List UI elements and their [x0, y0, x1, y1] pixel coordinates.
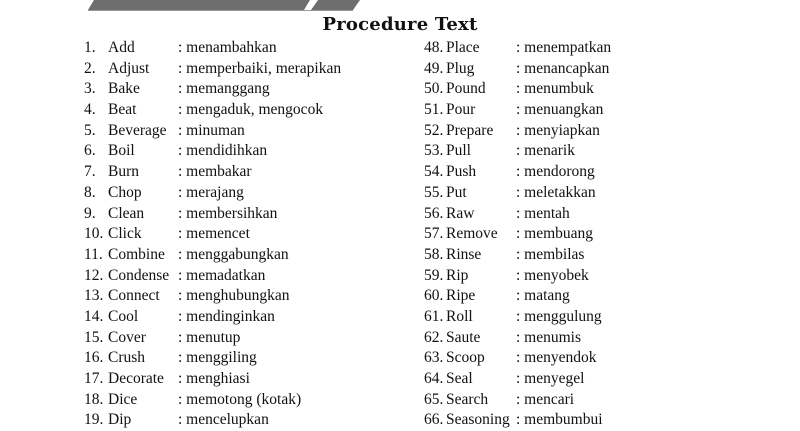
entry-number: 15.: [84, 328, 104, 346]
entry-meaning: : mencari: [516, 390, 575, 408]
entry-word: Boil: [108, 142, 135, 160]
entry-meaning: : menambahkan: [178, 39, 277, 56]
entry-meaning: : menggabungkan: [178, 245, 289, 263]
entry-word: Seasoning: [446, 411, 510, 429]
entry-meaning: : memanggang: [178, 80, 270, 98]
entry-number: 50.: [424, 80, 444, 98]
entry-word: Beat: [108, 101, 137, 119]
entry-word: Dip: [108, 411, 132, 429]
entry-number: 14.: [84, 307, 104, 325]
entry-number: 66.: [424, 411, 444, 429]
entry-meaning: : matang: [516, 287, 570, 305]
entry-meaning: : minuman: [178, 121, 245, 139]
entry-word: Remove: [446, 225, 498, 243]
entry-number: 3.: [84, 80, 96, 98]
entry-word: Add: [108, 39, 135, 56]
entry-meaning: : membumbui: [516, 411, 603, 429]
entry-meaning: : menarik: [516, 142, 575, 160]
entry-word: Plug: [446, 59, 475, 77]
entry-word: Rinse: [446, 245, 482, 263]
entry-number: 4.: [84, 101, 96, 119]
entry-number: 18.: [84, 390, 104, 408]
entry-word: Raw: [446, 204, 475, 222]
entry-meaning: : memperbaiki, merapikan: [178, 59, 342, 77]
entry-number: 57.: [424, 225, 444, 243]
entry-meaning: : menumbuk: [516, 80, 594, 98]
entry-meaning: : meletakkan: [516, 183, 596, 201]
entry-number: 9.: [84, 204, 96, 222]
entry-word: Decorate: [108, 370, 164, 387]
entry-meaning: : mentah: [516, 204, 570, 222]
entry-number: 6.: [84, 142, 96, 160]
entry-word: Adjust: [108, 59, 150, 77]
entry-number: 7.: [84, 163, 96, 181]
entry-number: 17.: [84, 370, 104, 387]
entry-number: 60.: [424, 287, 444, 305]
entry-word: Condense: [108, 266, 170, 284]
entry-number: 8.: [84, 183, 96, 201]
entry-number: 61.: [424, 307, 444, 325]
entry-meaning: : membersihkan: [178, 204, 278, 222]
entry-meaning: : menyegel: [516, 370, 585, 387]
entry-number: 62.: [424, 328, 444, 346]
entry-meaning: : memadatkan: [178, 266, 266, 284]
entry-word: Combine: [108, 245, 165, 263]
entry-word: Ripe: [446, 287, 476, 305]
entry-word: Saute: [446, 328, 481, 346]
entry-meaning: : menyobek: [516, 266, 589, 284]
entry-number: 54.: [424, 163, 444, 181]
entry-word: Cool: [108, 307, 139, 325]
entry-meaning: : menyendok: [516, 349, 597, 367]
entry-word: Prepare: [446, 121, 494, 139]
entry-meaning: : mendidihkan: [178, 142, 268, 160]
entry-word: Put: [446, 183, 467, 201]
entry-meaning: : menuangkan: [516, 101, 604, 119]
entry-word: Place: [446, 39, 480, 56]
entry-word: Click: [108, 225, 142, 243]
entry-number: 56.: [424, 204, 444, 222]
entry-meaning: : membilas: [516, 245, 585, 263]
entry-number: 16.: [84, 349, 104, 367]
entry-word: Push: [446, 163, 477, 181]
entry-number: 64.: [424, 370, 444, 387]
entry-number: 11.: [84, 245, 103, 263]
entry-word: Seal: [446, 370, 473, 387]
header-decoration: [0, 0, 800, 12]
entry-number: 2.: [84, 59, 96, 77]
entry-meaning: : menghiasi: [178, 370, 250, 387]
entry-word: Search: [446, 390, 489, 408]
entry-word: Clean: [108, 204, 145, 222]
entry-number: 63.: [424, 349, 444, 367]
entry-word: Pull: [446, 142, 471, 160]
entry-meaning: : memotong (kotak): [178, 390, 302, 408]
entry-meaning: : membuang: [516, 225, 594, 243]
entry-meaning: : mendorong: [516, 163, 595, 181]
entry-word: Pound: [446, 80, 486, 98]
entry-number: 5.: [84, 121, 96, 139]
entry-meaning: : membakar: [178, 163, 252, 181]
entry-meaning: : menutup: [178, 328, 241, 346]
entry-number: 55.: [424, 183, 444, 201]
entry-meaning: : menumis: [516, 328, 582, 346]
entry-number: 49.: [424, 59, 444, 77]
entry-word: Pour: [446, 101, 476, 119]
entry-word: Connect: [108, 287, 160, 305]
entry-number: 19.: [84, 411, 104, 429]
entry-meaning: : menggulung: [516, 307, 602, 325]
entry-word: Bake: [108, 80, 140, 98]
entry-word: Chop: [108, 183, 142, 201]
entry-number: 13.: [84, 287, 104, 305]
entry-word: Burn: [108, 163, 139, 181]
entry-number: 65.: [424, 390, 444, 408]
entry-meaning: : mengaduk, mengocok: [178, 101, 324, 119]
entry-meaning: : menghubungkan: [178, 287, 290, 305]
entry-word: Beverage: [108, 121, 167, 139]
entry-word: Crush: [108, 349, 146, 367]
entry-meaning: : menggiling: [178, 349, 257, 367]
entry-number: 10.: [84, 225, 104, 243]
entry-number: 12.: [84, 266, 104, 284]
entry-meaning: : merajang: [178, 183, 244, 201]
entry-number: 59.: [424, 266, 444, 284]
page-title: Procedure Text: [322, 14, 478, 35]
entry-word: Rip: [446, 266, 469, 284]
entry-meaning: : menancapkan: [516, 59, 610, 77]
entry-word: Roll: [446, 307, 473, 325]
entry-number: 1.: [84, 39, 96, 56]
entry-meaning: : mendinginkan: [178, 307, 275, 325]
entry-number: 52.: [424, 121, 444, 139]
entry-word: Cover: [108, 328, 146, 346]
entry-meaning: : menempatkan: [516, 39, 612, 56]
entry-number: 48.: [424, 39, 444, 56]
entry-meaning: : mencelupkan: [178, 411, 269, 429]
entry-meaning: : memencet: [178, 225, 250, 243]
entry-meaning: : menyiapkan: [516, 121, 600, 139]
entry-number: 53.: [424, 142, 444, 160]
entry-word: Dice: [108, 390, 138, 408]
entry-word: Scoop: [446, 349, 485, 367]
entry-number: 51.: [424, 101, 444, 119]
entry-number: 58.: [424, 245, 444, 263]
